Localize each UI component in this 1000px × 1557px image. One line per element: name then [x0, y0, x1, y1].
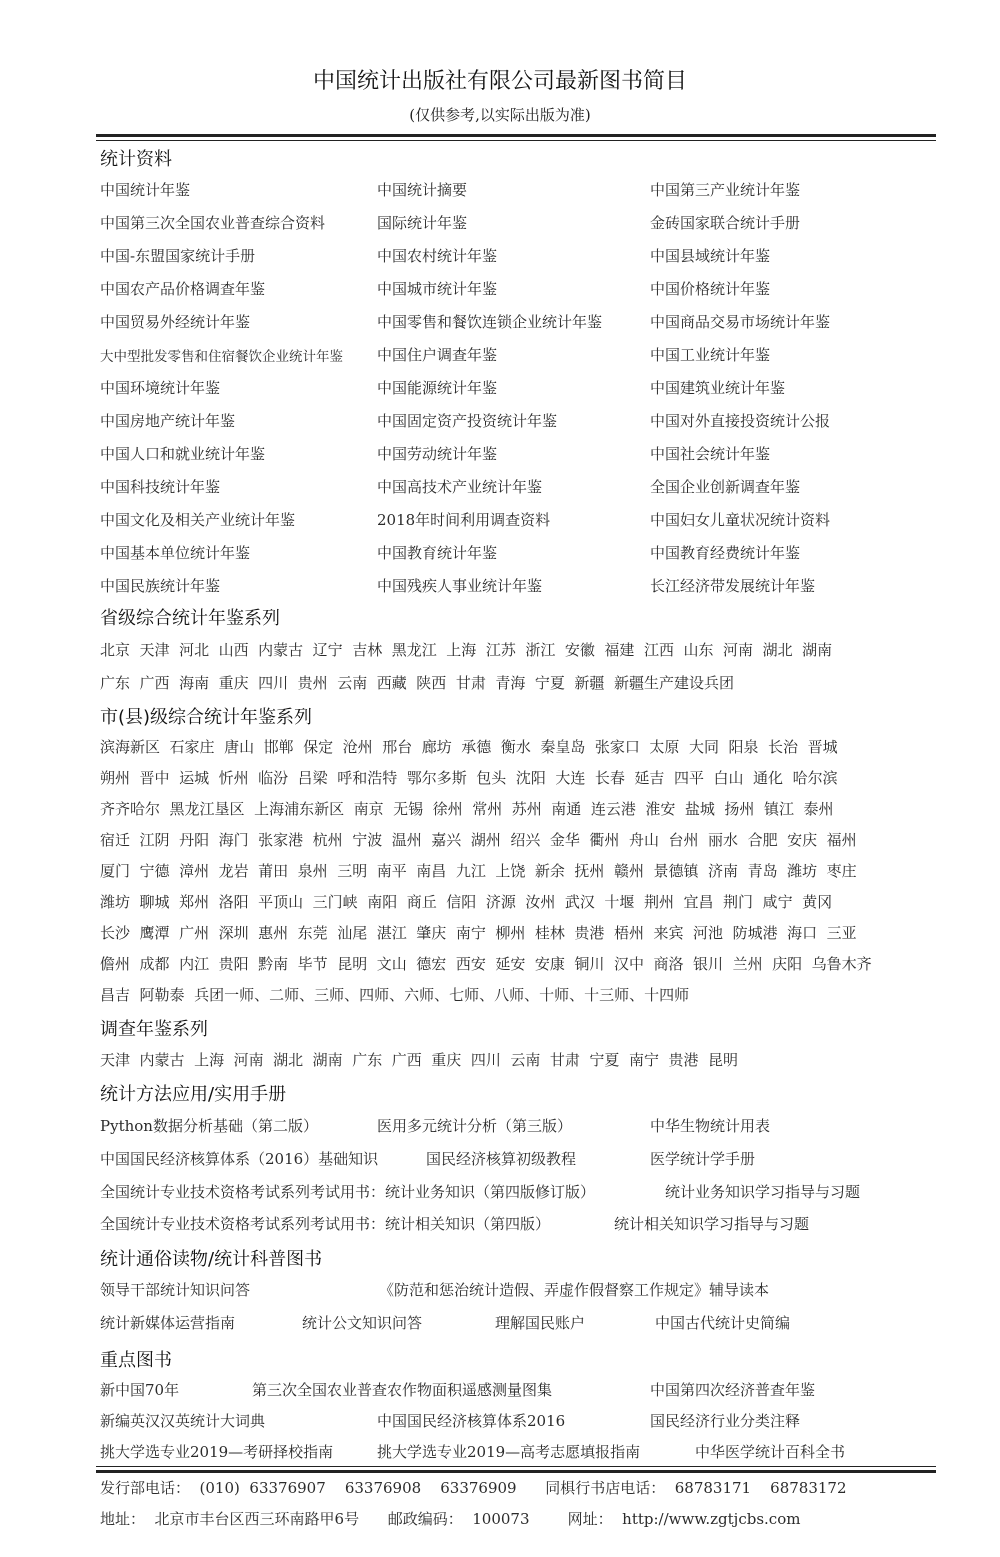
city-line: 朔州 晋中 运城 忻州 临汾 吕梁 呼和浩特 鄂尔多斯 包头 沈阳 大连 长春 延吉 四平 白山 通化 哈尔滨: [100, 769, 838, 787]
book-title: 全国统计专业技术资格考试系列考试用书：统计业务知识（第四版修订版）: [100, 1183, 596, 1201]
book-title: 中国工业统计年鉴: [650, 346, 771, 364]
book-title: 挑大学选专业2019—考研择校指南: [100, 1443, 334, 1461]
book-title: 中国国民经济核算体系2016: [377, 1412, 566, 1430]
book-title: 中国残疾人事业统计年鉴: [377, 577, 543, 595]
survey-line: 天津 内蒙古 上海 河南 湖北 湖南 广东 广西 重庆 四川 云南 甘肃 宁夏 南宁 贵港 昆明: [100, 1051, 739, 1069]
phone-line: 发行部电话： (010) 63376907 63376908 63376909 同椇行书店电话： 68783171 68783172: [100, 1479, 847, 1497]
book-title: 中国县域统计年鉴: [650, 247, 771, 265]
book-title: 长江经济带发展统计年鉴: [650, 577, 816, 595]
book-title: 统计业务知识学习指导与习题: [665, 1183, 861, 1201]
book-title: 中国国民经济核算体系（2016）基础知识: [100, 1150, 379, 1168]
provincial-line: 广东 广西 海南 重庆 四川 贵州 云南 西藏 陕西 甘肃 青海 宁夏 新疆 新疆生产建设兵团: [100, 674, 734, 692]
bottom-rule-thick: [96, 1470, 936, 1473]
book-title: 中国第三次全国农业普查综合资料: [100, 214, 326, 232]
book-title: 全国统计专业技术资格考试系列考试用书：统计相关知识（第四版）: [100, 1215, 551, 1233]
book-title: 中国住户调查年鉴: [377, 346, 498, 364]
book-title: 国际统计年鉴: [377, 214, 468, 232]
book-title: 中国教育经费统计年鉴: [650, 544, 801, 562]
book-title: 《防范和惩治统计造假、弄虚作假督察工作规定》辅导读本: [379, 1281, 770, 1299]
section-heading-survey: 调查年鉴系列: [100, 1019, 208, 1040]
city-line: 宿迁 江阴 丹阳 海门 张家港 杭州 宁波 温州 嘉兴 湖州 绍兴 金华 衢州 舟山 台州 丽水 合肥 安庆 福州: [100, 831, 857, 849]
book-title: 中国对外直接投资统计公报: [650, 412, 831, 430]
book-title: 中国文化及相关产业统计年鉴: [100, 511, 296, 529]
page-subtitle: (仅供参考,以实际出版为准): [409, 106, 591, 124]
address-line: 地址： 北京市丰台区西三环南路甲6号 邮政编码： 100073 网址： http://www.zgtjcbs.com: [100, 1510, 801, 1528]
top-rule-thin: [96, 140, 936, 141]
book-title: 医用多元统计分析（第三版）: [377, 1117, 573, 1135]
top-rule-thick: [96, 134, 936, 137]
book-title: 统计新媒体运营指南: [100, 1314, 236, 1332]
book-title: 中国-东盟国家统计手册: [100, 247, 256, 265]
book-title: 中国教育统计年鉴: [377, 544, 498, 562]
book-title: 国民经济核算初级教程: [426, 1150, 577, 1168]
book-title: 中国能源统计年鉴: [377, 379, 498, 397]
book-title: 中国妇女儿童状况统计资料: [650, 511, 831, 529]
book-title: 中国科技统计年鉴: [100, 478, 221, 496]
page-title: 中国统计出版社有限公司最新图书简目: [312, 69, 687, 94]
city-line: 齐齐哈尔 黑龙江垦区 上海浦东新区 南京 无锡 徐州 常州 苏州 南通 连云港 淮安 盐城 扬州 镇江 泰州: [100, 800, 834, 818]
section-heading-popular: 统计通俗读物/统计科普图书: [100, 1249, 323, 1270]
book-title: Python数据分析基础（第二版）: [100, 1117, 318, 1135]
book-title: 医学统计学手册: [650, 1150, 756, 1168]
book-title: 中华医学统计百科全书: [695, 1443, 846, 1461]
bottom-rule-thin: [96, 1466, 936, 1467]
book-title: 中国人口和就业统计年鉴: [100, 445, 266, 463]
city-line: 儋州 成都 内江 贵阳 黔南 毕节 昆明 文山 德宏 西安 延安 安康 铜川 汉中 商洛 银川 兰州 庆阳 乌鲁木齐: [100, 955, 872, 973]
book-title: 中国固定资产投资统计年鉴: [377, 412, 558, 430]
book-title: 中国贸易外经统计年鉴: [100, 313, 251, 331]
book-title: 中国环境统计年鉴: [100, 379, 221, 397]
book-title: 中国城市统计年鉴: [377, 280, 498, 298]
book-title: 第三次全国农业普查农作物面积遥感测量图集: [252, 1381, 553, 1399]
book-title: 挑大学选专业2019—高考志愿填报指南: [377, 1443, 641, 1461]
book-title: 中国农产品价格调查年鉴: [100, 280, 266, 298]
book-title: 统计公文知识问答: [302, 1314, 423, 1332]
book-title: 国民经济行业分类注释: [650, 1412, 801, 1430]
book-title: 领导干部统计知识问答: [100, 1281, 251, 1299]
book-title: 中国价格统计年鉴: [650, 280, 771, 298]
book-title: 中国社会统计年鉴: [650, 445, 771, 463]
book-title: 中国第三产业统计年鉴: [650, 181, 801, 199]
book-title: 大中型批发零售和住宿餐饮企业统计年鉴: [100, 349, 343, 365]
city-line: 滨海新区 石家庄 唐山 邯郸 保定 沧州 邢台 廊坊 承德 衡水 秦皇岛 张家口 太原 大同 阳泉 长治 晋城: [100, 738, 838, 756]
book-title: 中国统计摘要: [377, 181, 468, 199]
book-title: 中华生物统计用表: [650, 1117, 771, 1135]
provincial-line: 北京 天津 河北 山西 内蒙古 辽宁 吉林 黑龙江 上海 江苏 浙江 安徽 福建 江西 山东 河南 湖北 湖南: [100, 641, 833, 659]
book-title: 中国统计年鉴: [100, 181, 191, 199]
book-title: 中国古代统计史简编: [655, 1314, 791, 1332]
section-heading-city: 市(县)级综合统计年鉴系列: [100, 707, 313, 728]
book-title: 中国第四次经济普查年鉴: [650, 1381, 816, 1399]
book-title: 中国建筑业统计年鉴: [650, 379, 786, 397]
book-title: 中国劳动统计年鉴: [377, 445, 498, 463]
book-title: 中国基本单位统计年鉴: [100, 544, 251, 562]
book-title: 全国企业创新调查年鉴: [650, 478, 801, 496]
book-title: 2018年时间利用调查资料: [377, 511, 551, 529]
book-title: 统计相关知识学习指导与习题: [614, 1215, 810, 1233]
city-line: 潍坊 聊城 郑州 洛阳 平顶山 三门峡 南阳 商丘 信阳 济源 汝州 武汉 十堰 荆州 宜昌 荆门 咸宁 黄冈: [100, 893, 833, 911]
book-title: 中国民族统计年鉴: [100, 577, 221, 595]
book-title: 中国房地产统计年鉴: [100, 412, 236, 430]
book-title: 新编英汉汉英统计大词典: [100, 1412, 266, 1430]
book-title: 新中国70年: [100, 1381, 180, 1399]
book-title: 金砖国家联合统计手册: [650, 214, 801, 232]
section-heading-methods: 统计方法应用/实用手册: [100, 1084, 287, 1105]
city-line: 昌吉 阿勒泰 兵团一师、二师、三师、四师、六师、七师、八师、十师、十三师、十四师: [100, 986, 690, 1004]
book-title: 中国农村统计年鉴: [377, 247, 498, 265]
book-title: 理解国民账户: [495, 1314, 586, 1332]
book-title: 中国高技术产业统计年鉴: [377, 478, 543, 496]
section-heading-key: 重点图书: [100, 1350, 172, 1371]
city-line: 长沙 鹰潭 广州 深圳 惠州 东莞 汕尾 湛江 肇庆 南宁 柳州 桂林 贵港 梧州 来宾 河池 防城港 海口 三亚: [100, 924, 857, 942]
section-heading-stats-materials: 统计资料: [100, 149, 172, 170]
book-title: 中国零售和餐饮连锁企业统计年鉴: [377, 313, 603, 331]
book-title: 中国商品交易市场统计年鉴: [650, 313, 831, 331]
section-heading-provincial: 省级综合统计年鉴系列: [100, 608, 280, 629]
city-line: 厦门 宁德 漳州 龙岩 莆田 泉州 三明 南平 南昌 九江 上饶 新余 抚州 赣州 景德镇 济南 青岛 潍坊 枣庄: [100, 862, 857, 880]
